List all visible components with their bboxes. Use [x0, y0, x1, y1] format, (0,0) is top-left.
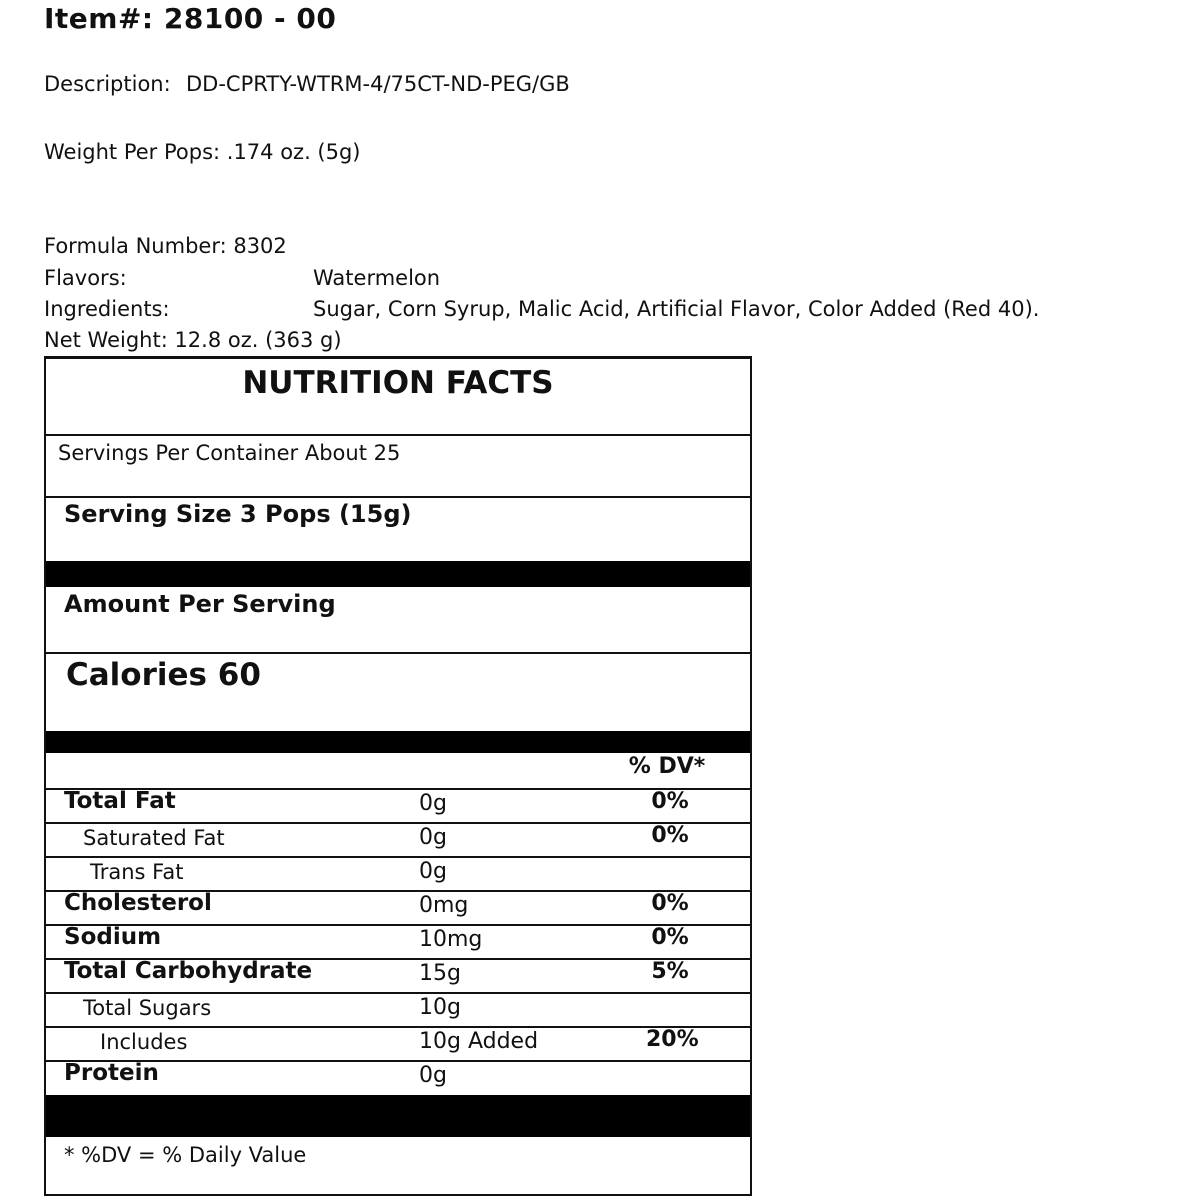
description-label: Description: [44, 72, 171, 96]
amount-per-serving: Amount Per Serving [64, 590, 336, 618]
saturated-fat-amount: 0g [419, 825, 447, 850]
saturated-fat-dv: 0% [651, 823, 689, 848]
total-sugars-amount: 10g [419, 995, 461, 1020]
trans-fat-amount: 0g [419, 859, 447, 884]
formula-number: Formula Number: 8302 [44, 234, 287, 258]
total-carbohydrate-amount: 15g [419, 961, 461, 986]
thick-divider [46, 561, 750, 587]
includes-amount: 10g Added [419, 1029, 539, 1054]
ingredients-label: Ingredients: [44, 297, 170, 321]
total-fat-amount: 0g [419, 791, 447, 816]
dv-header: % DV* [628, 754, 706, 779]
includes-label: Includes [100, 1030, 188, 1054]
thick-divider [46, 731, 750, 753]
includes-dv: 20% [646, 1027, 699, 1052]
ingredients-value: Sugar, Corn Syrup, Malic Acid, Artificial Flavor, Color Added (Red 40). [313, 297, 1040, 321]
calories: Calories 60 [66, 657, 261, 693]
protein-amount: 0g [419, 1063, 447, 1088]
total-fat-label: Total Fat [64, 788, 176, 814]
trans-fat-label: Trans Fat [90, 860, 184, 884]
serving-size: Serving Size 3 Pops (15g) [64, 500, 412, 528]
divider [46, 992, 750, 994]
divider [46, 822, 750, 824]
thick-divider [46, 1095, 750, 1137]
nutrition-facts-panel [44, 356, 752, 1196]
total-fat-dv: 0% [651, 789, 689, 814]
protein-label: Protein [64, 1060, 159, 1086]
divider [46, 1026, 750, 1028]
description-value: DD-CPRTY-WTRM-4/75CT-ND-PEG/GB [186, 72, 570, 96]
net-weight: Net Weight: 12.8 oz. (363 g) [44, 328, 342, 352]
nutrition-facts-title: NUTRITION FACTS [242, 365, 554, 401]
servings-per-container: Servings Per Container About 25 [58, 441, 401, 465]
divider [46, 434, 750, 436]
total-carbohydrate-dv: 5% [651, 959, 689, 984]
cholesterol-label: Cholesterol [64, 890, 212, 916]
total-sugars-label: Total Sugars [83, 996, 212, 1020]
divider [46, 856, 750, 858]
flavors-value: Watermelon [313, 266, 441, 290]
sodium-amount: 10mg [419, 927, 483, 952]
cholesterol-amount: 0mg [419, 893, 469, 918]
total-carbohydrate-label: Total Carbohydrate [64, 958, 313, 984]
cholesterol-dv: 0% [651, 891, 689, 916]
weight-per-pops: Weight Per Pops: .174 oz. (5g) [44, 140, 361, 164]
divider [46, 652, 750, 654]
item-number: Item#: 28100 - 00 [44, 2, 337, 35]
saturated-fat-label: Saturated Fat [83, 826, 225, 850]
divider [46, 496, 750, 498]
sodium-dv: 0% [651, 925, 689, 950]
flavors-label: Flavors: [44, 266, 127, 290]
footnote: * %DV = % Daily Value [64, 1143, 307, 1167]
sodium-label: Sodium [64, 924, 162, 950]
